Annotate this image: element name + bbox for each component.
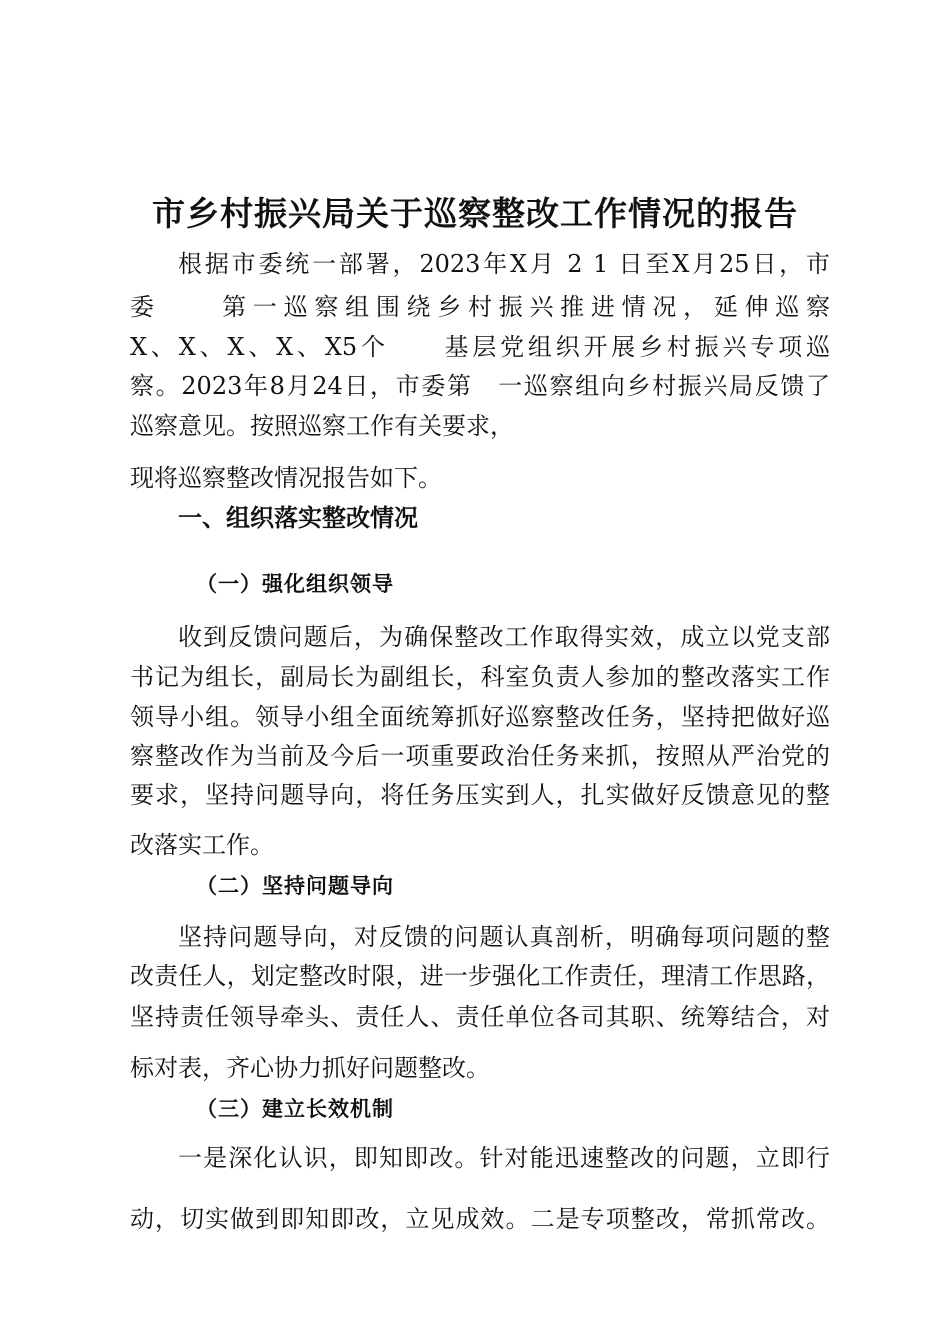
sub1-line-1: 收到反馈问题后，为确保整改工作取得实效，成立以党支部 — [178, 623, 830, 651]
intro-line-5: 巡察意见。按照巡察工作有关要求， — [130, 412, 514, 440]
sub2-line-3: 坚持责任领导牵头、责任人、责任单位各司其职、统筹结合，对 — [130, 1003, 830, 1031]
sub3-line-1: 一是深化认识，即知即改。针对能迅速整改的问题，立即行 — [178, 1144, 830, 1172]
intro-line-6: 现将巡察整改情况报告如下。 — [130, 464, 442, 492]
section-heading-1: 一、组织落实整改情况 — [178, 504, 418, 532]
sub1-line-4: 察整改作为当前及今后一项重要政治任务来抓，按照从严治党的 — [130, 742, 830, 770]
subsection-heading-1: （一）强化组织领导 — [196, 572, 394, 596]
sub1-line-2: 书记为组长，副局长为副组长，科室负责人参加的整改落实工作 — [130, 663, 830, 691]
sub1-line-6: 改落实工作。 — [130, 831, 274, 859]
sub2-line-4: 标对表，齐心协力抓好问题整改。 — [130, 1054, 490, 1082]
intro-line-1: 根据市委统一部署，2023年X月 2 1 日至X月25日，市 — [178, 250, 830, 278]
sub2-line-1: 坚持问题导向，对反馈的问题认真剖析，明确每项问题的整 — [178, 923, 830, 951]
intro-line-2: 委 第一巡察组围绕乡村振兴推进情况，延伸巡察 — [130, 293, 830, 321]
sub2-line-2: 改责任人，划定整改时限，进一步强化工作责任，理清工作思路， — [130, 962, 830, 990]
sub3-line-2: 动，切实做到即知即改，立见成效。二是专项整改，常抓常改。 — [130, 1205, 830, 1233]
sub1-line-5: 要求，坚持问题导向，将任务压实到人，扎实做好反馈意见的整 — [130, 781, 830, 809]
sub1-line-3: 领导小组。领导小组全面统筹抓好巡察整改任务，坚持把做好巡 — [130, 703, 830, 731]
intro-line-3: X、X、X、X、X5个 基层党组织开展乡村振兴专项巡 — [130, 333, 830, 361]
intro-line-4: 察。2023年8月24日，市委第 一巡察组向乡村振兴局反馈了 — [130, 372, 830, 400]
subsection-heading-2: （二）坚持问题导向 — [196, 874, 394, 898]
subsection-heading-3: （三）建立长效机制 — [196, 1097, 394, 1121]
document-title: 市乡村振兴局关于巡察整改工作情况的报告 — [152, 194, 798, 233]
